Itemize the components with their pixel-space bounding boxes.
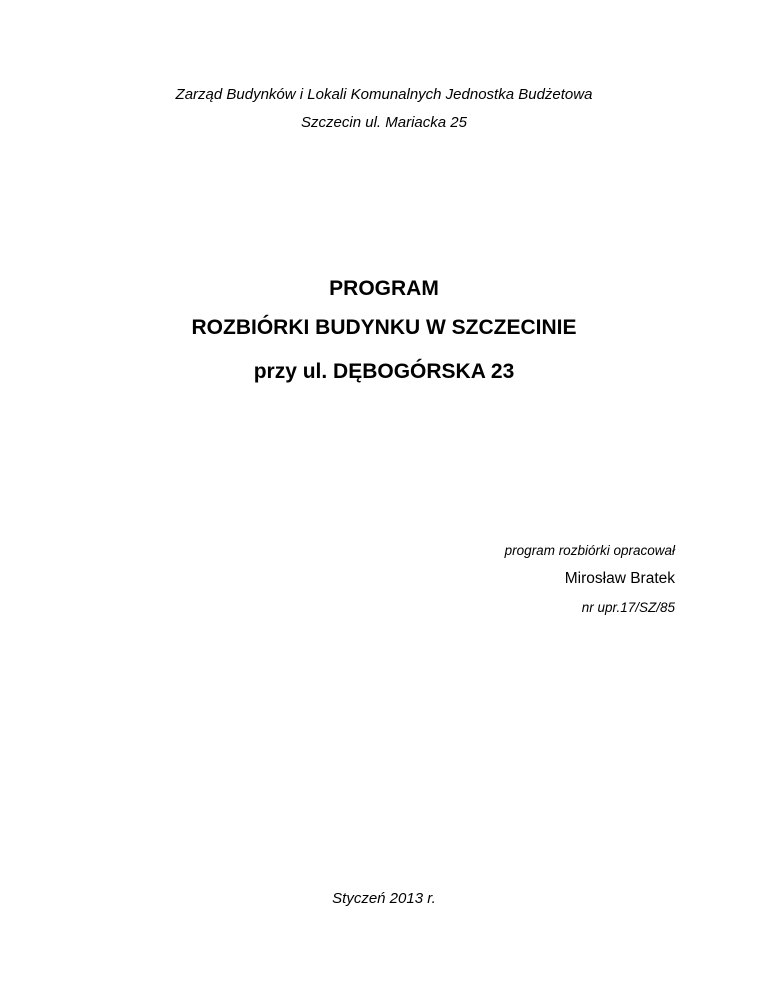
- document-title-line-1: PROGRAM: [329, 277, 439, 300]
- document-date: Styczeń 2013 r.: [332, 890, 436, 907]
- institution-address: Szczecin ul. Mariacka 25: [301, 114, 467, 131]
- author-license-number: nr upr.17/SZ/85: [581, 600, 675, 615]
- document-title-line-3: przy ul. DĘBOGÓRSKA 23: [253, 360, 515, 383]
- author-name: Mirosław Bratek: [564, 570, 675, 587]
- institution-name: Zarząd Budynków i Lokali Komunalnych Jednostka Budżetowa: [175, 86, 593, 103]
- author-role: program rozbiórki opracował: [504, 543, 675, 558]
- document-title-line-2: ROZBIÓRKI BUDYNKU W SZCZECINIE: [191, 316, 577, 339]
